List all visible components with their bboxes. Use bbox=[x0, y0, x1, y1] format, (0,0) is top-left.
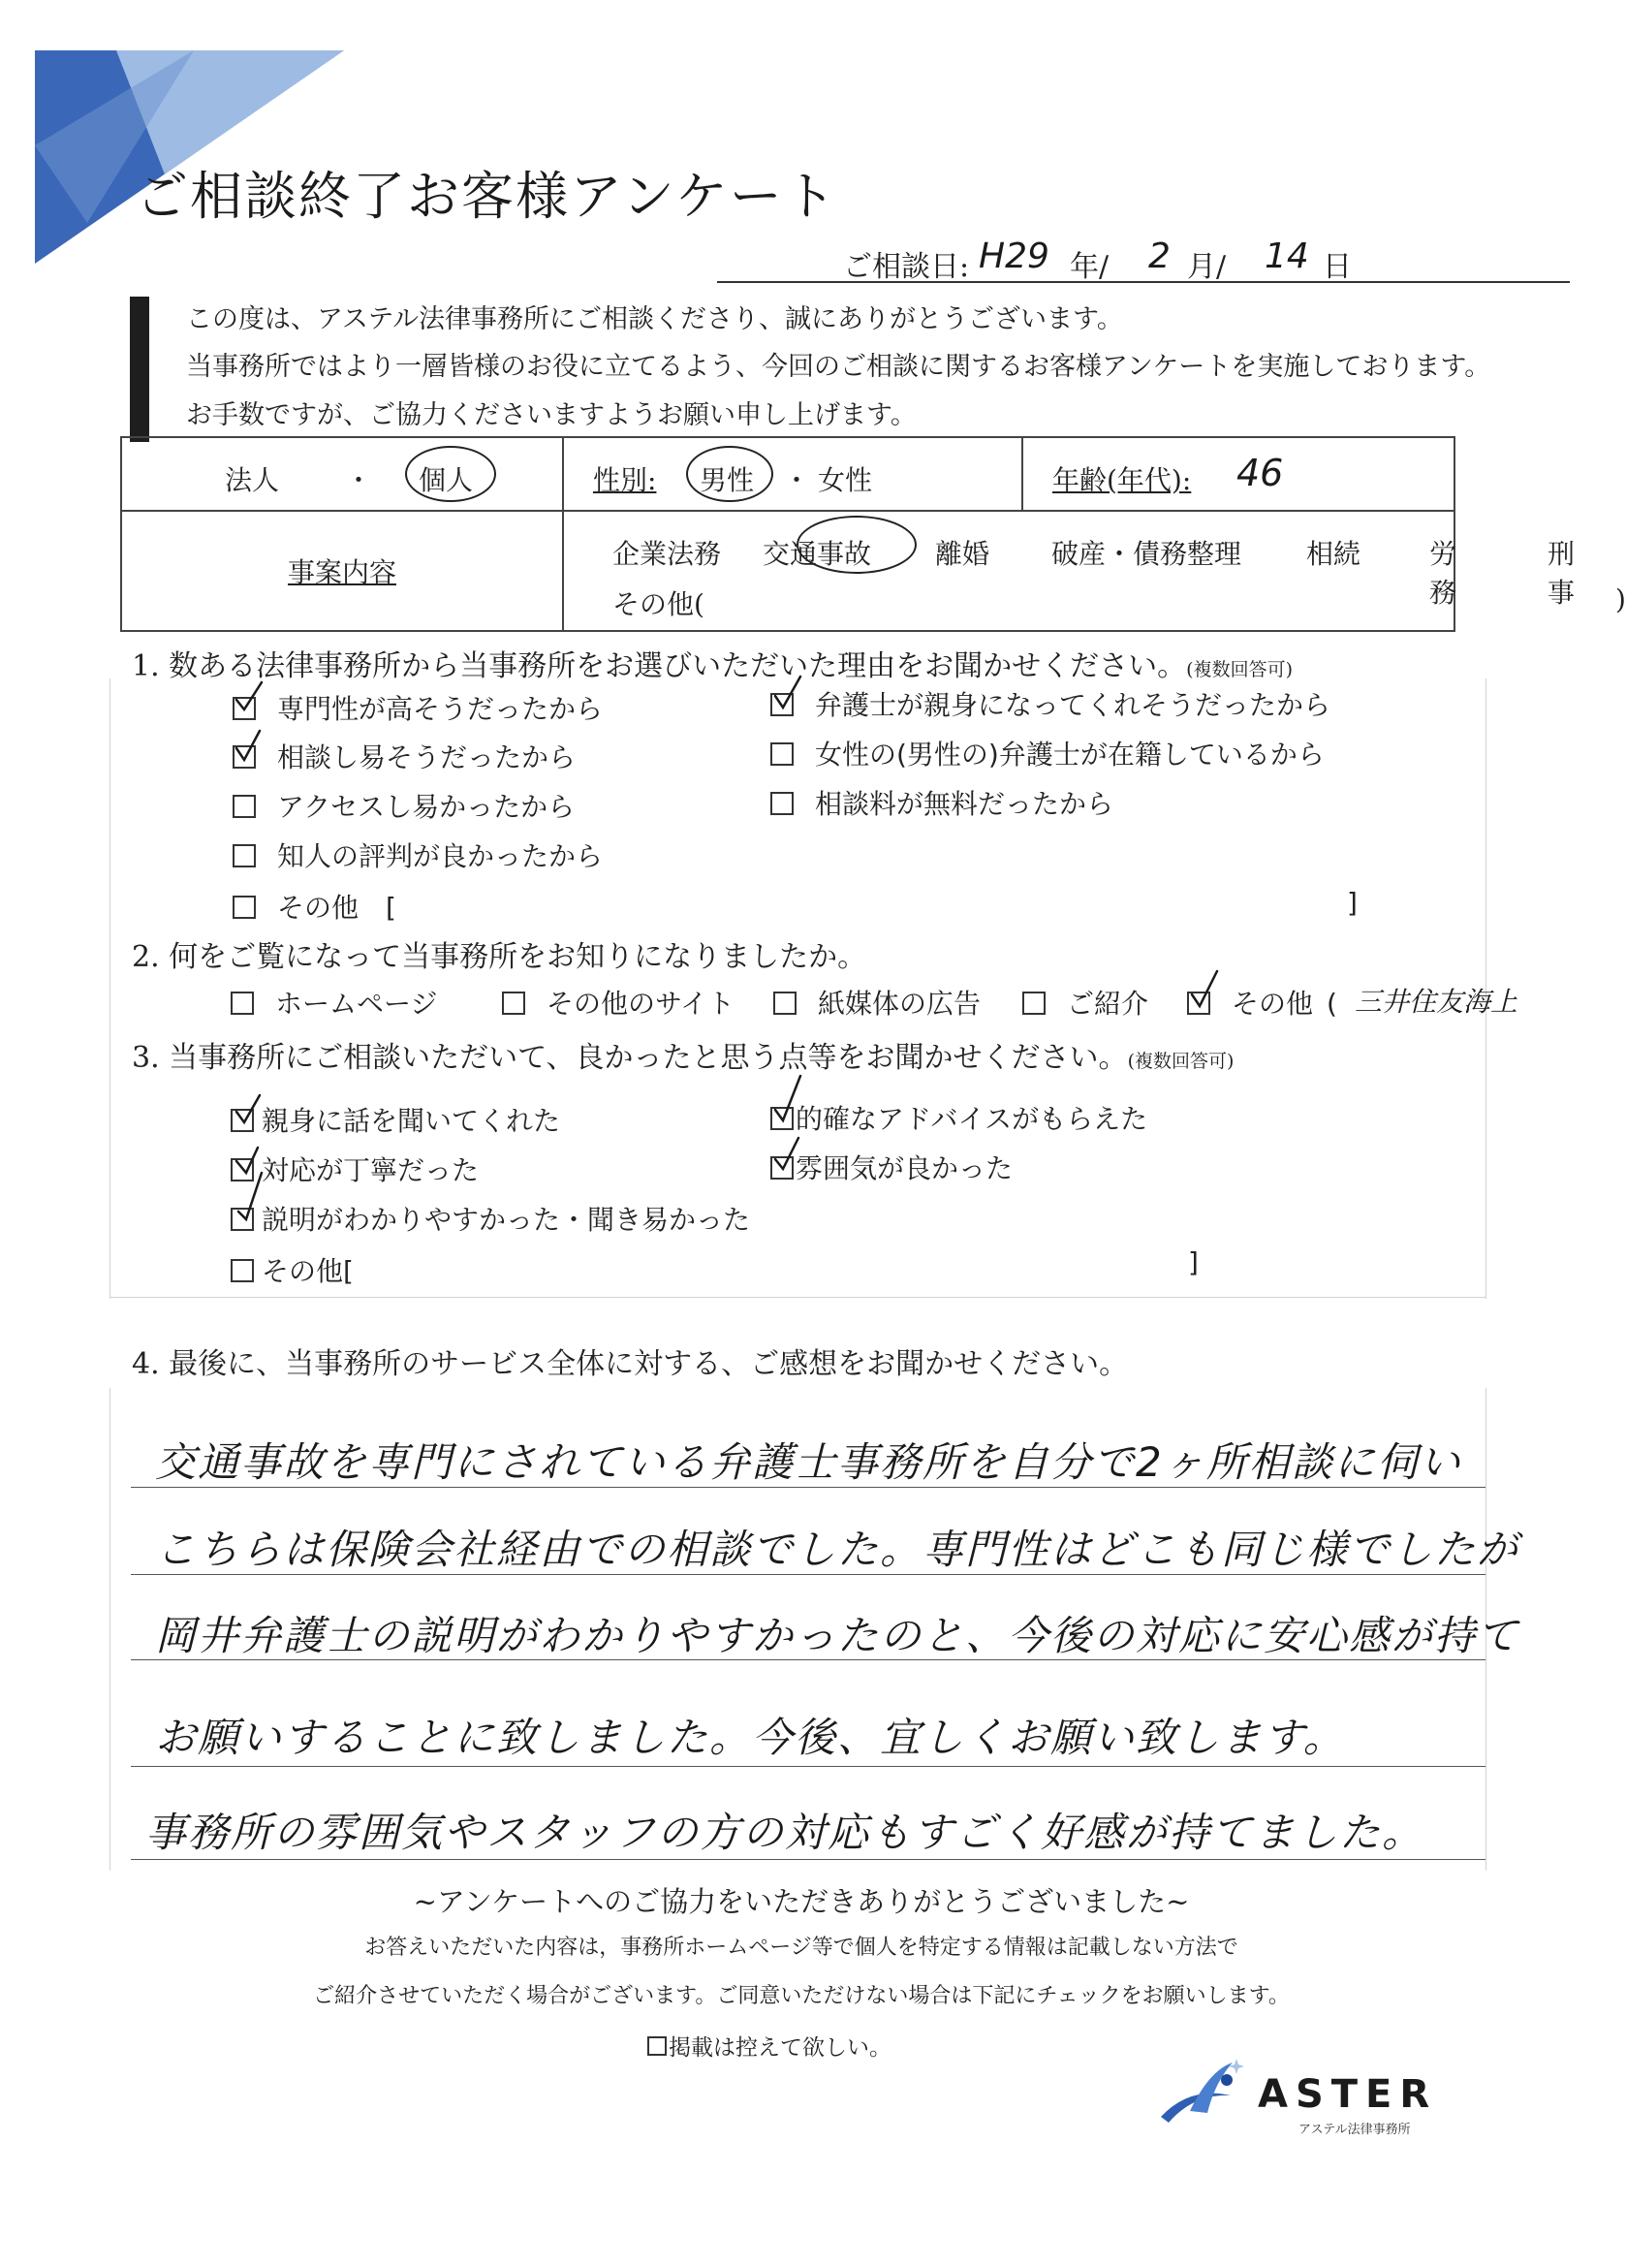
q3-option-atmosphere[interactable]: 雰囲気が良かった bbox=[770, 1148, 1013, 1186]
comment-line-2: こちらは保険会社経由での相談でした。専門性はどこも同じ様でしたが bbox=[155, 1526, 1520, 1573]
check-mark bbox=[236, 682, 262, 709]
q3-option-advice[interactable]: 的確なアドバイスがもらえた bbox=[770, 1098, 1147, 1137]
page-title: ご相談終了お客様アンケート bbox=[136, 166, 838, 227]
female-option[interactable]: 女性 bbox=[818, 464, 873, 496]
case-other-close: ) bbox=[1615, 583, 1626, 615]
footer-note-1: お答えいただいた内容は，事務所ホームページ等で個人を特定する情報は記載しない方法で bbox=[364, 1936, 1238, 1960]
q1-text: 1. 数ある法律事務所から当事務所をお選びいただいた理由をお聞かせください。(複数回答可) bbox=[132, 649, 1293, 683]
q2-option-other[interactable]: その他 ( bbox=[1187, 983, 1337, 1022]
date-year-unit: 年/ bbox=[1070, 250, 1110, 284]
logo-subtext: アステル法律事務所 bbox=[1298, 2123, 1411, 2137]
q3-option-other[interactable]: その他[ bbox=[231, 1250, 354, 1289]
logo-text: ASTER bbox=[1258, 2072, 1438, 2117]
q2-text: 2. 何をご覧になって当事務所をお知りになりましたか。 bbox=[132, 940, 867, 974]
gender-label: 性別: bbox=[593, 464, 657, 496]
case-corporate[interactable]: 企業法務 bbox=[612, 538, 722, 570]
q1-option-reputation[interactable]: 知人の評判が良かったから bbox=[233, 835, 603, 874]
check-mark bbox=[775, 1076, 800, 1120]
footer-note-2: ご紹介させていただく場合がございます。ご同意いただけない場合は下記にチェックをお願いします。 bbox=[313, 1984, 1290, 2008]
check-mark bbox=[775, 677, 800, 708]
q2-other-value: 三井住友海上 bbox=[1355, 986, 1518, 1018]
optout-option[interactable]: 掲載は控えて欲しい。 bbox=[647, 2030, 891, 2062]
q3-note: (複数回答可) bbox=[1127, 1051, 1235, 1072]
q1-option-caring[interactable]: 弁護士が親身になってくれそうだったから bbox=[770, 684, 1330, 723]
check-mark bbox=[1192, 971, 1217, 1006]
check-mark bbox=[238, 1173, 262, 1219]
check-mark bbox=[236, 1148, 258, 1173]
writing-line bbox=[131, 1859, 1485, 1860]
corp-option[interactable]: 法人 bbox=[225, 464, 280, 496]
q1-note: (複数回答可) bbox=[1186, 659, 1293, 680]
case-inheritance[interactable]: 相続 bbox=[1306, 538, 1361, 570]
intro-line-1: この度は、アステル法律事務所にご相談くださり、誠にありがとうございます。 bbox=[186, 304, 1123, 334]
q1-option-expertise[interactable]: 専門性が高そうだったから bbox=[233, 688, 603, 727]
male-option[interactable]: 男性 bbox=[700, 464, 755, 496]
case-label: 事案内容 bbox=[287, 556, 396, 588]
date-label: ご相談日: bbox=[843, 250, 970, 284]
case-criminal[interactable]: 刑事 bbox=[1548, 538, 1576, 609]
q1-option-easy[interactable]: 相談し易そうだったから bbox=[233, 737, 576, 775]
intro-line-2: 当事務所ではより一層皆様のお役に立てるよう、今回のご相談に関するお客様アンケートを実施しております。 bbox=[186, 352, 1491, 382]
checkbox[interactable] bbox=[647, 2036, 667, 2056]
option-separator: ・ bbox=[345, 464, 373, 496]
footer-thanks: ~アンケートへのご協力をいただきありがとうございました~ bbox=[413, 1885, 1190, 1918]
q1-option-gender[interactable]: 女性の(男性の)弁護士が在籍しているから bbox=[770, 734, 1325, 772]
date-month-unit: 月/ bbox=[1187, 250, 1227, 284]
q4-left-rule bbox=[109, 1388, 110, 1871]
gender-separator: ・ bbox=[783, 464, 811, 496]
q4-text: 4. 最後に、当事務所のサービス全体に対する、ご感想をお聞かせください。 bbox=[132, 1347, 1129, 1381]
q3-text: 3. 当事務所にご相談いただいて、良かったと思う点等をお聞かせください。(複数回答可) bbox=[132, 1041, 1235, 1075]
intro-line-3: お手数ですが、ご協力くださいますようお願い申し上げます。 bbox=[186, 400, 917, 430]
section-bottom-rule bbox=[109, 1297, 1485, 1298]
age-value: 46 bbox=[1236, 452, 1284, 494]
q2-option-homepage[interactable]: ホームページ bbox=[231, 983, 437, 1022]
comment-line-3: 岡井弁護士の説明がわかりやすかったのと、今後の対応に安心感が持て bbox=[155, 1612, 1520, 1659]
date-day-unit: 日 bbox=[1323, 250, 1352, 284]
q1-other-close: ] bbox=[1347, 887, 1358, 919]
q1-option-access[interactable]: アクセスし易かったから bbox=[233, 786, 575, 825]
q3-option-clear[interactable]: 説明がわかりやすかった・聞き易かった bbox=[231, 1199, 750, 1238]
writing-line bbox=[131, 1766, 1485, 1767]
check-mark bbox=[236, 731, 260, 760]
aster-logo-icon bbox=[1151, 2053, 1258, 2130]
date-month-value: 2 bbox=[1148, 236, 1171, 276]
comment-line-5: 事務所の雰囲気やスタッフの方の対応もすごく好感が持てました。 bbox=[145, 1809, 1425, 1856]
case-traffic[interactable]: 交通事故 bbox=[763, 538, 872, 570]
q2-option-other-site[interactable]: その他のサイト bbox=[502, 983, 735, 1022]
q2-option-referral[interactable]: ご紹介 bbox=[1022, 983, 1148, 1022]
q3-option-polite[interactable]: 対応が丁寧だった bbox=[231, 1150, 479, 1188]
case-divorce[interactable]: 離婚 bbox=[935, 538, 990, 570]
age-label: 年齢(年代): bbox=[1052, 464, 1192, 496]
date-year-value: H29 bbox=[979, 236, 1049, 276]
case-labor[interactable]: 労務 bbox=[1429, 538, 1457, 609]
q3-other-close: ] bbox=[1188, 1246, 1199, 1278]
check-mark bbox=[236, 1095, 260, 1122]
case-other[interactable]: その他( bbox=[612, 588, 704, 620]
date-day-value: 14 bbox=[1265, 236, 1309, 276]
q1-option-free[interactable]: 相談料が無料だったから bbox=[770, 783, 1113, 822]
comment-line-4: お願いすることに致しました。今後、宜しくお願い致します。 bbox=[155, 1714, 1346, 1761]
case-bankruptcy[interactable]: 破産・債務整理 bbox=[1051, 538, 1242, 570]
comment-line-1: 交通事故を専門にされている弁護士事務所を自分で2ヶ所相談に伺い bbox=[155, 1438, 1462, 1486]
individual-option[interactable]: 個人 bbox=[419, 464, 474, 496]
check-mark bbox=[775, 1138, 798, 1169]
q3-option-listened[interactable]: 親身に話を聞いてくれた bbox=[231, 1100, 560, 1139]
q2-option-print-ad[interactable]: 紙媒体の広告 bbox=[773, 983, 981, 1022]
q1-option-other[interactable]: その他 [ bbox=[233, 887, 396, 926]
